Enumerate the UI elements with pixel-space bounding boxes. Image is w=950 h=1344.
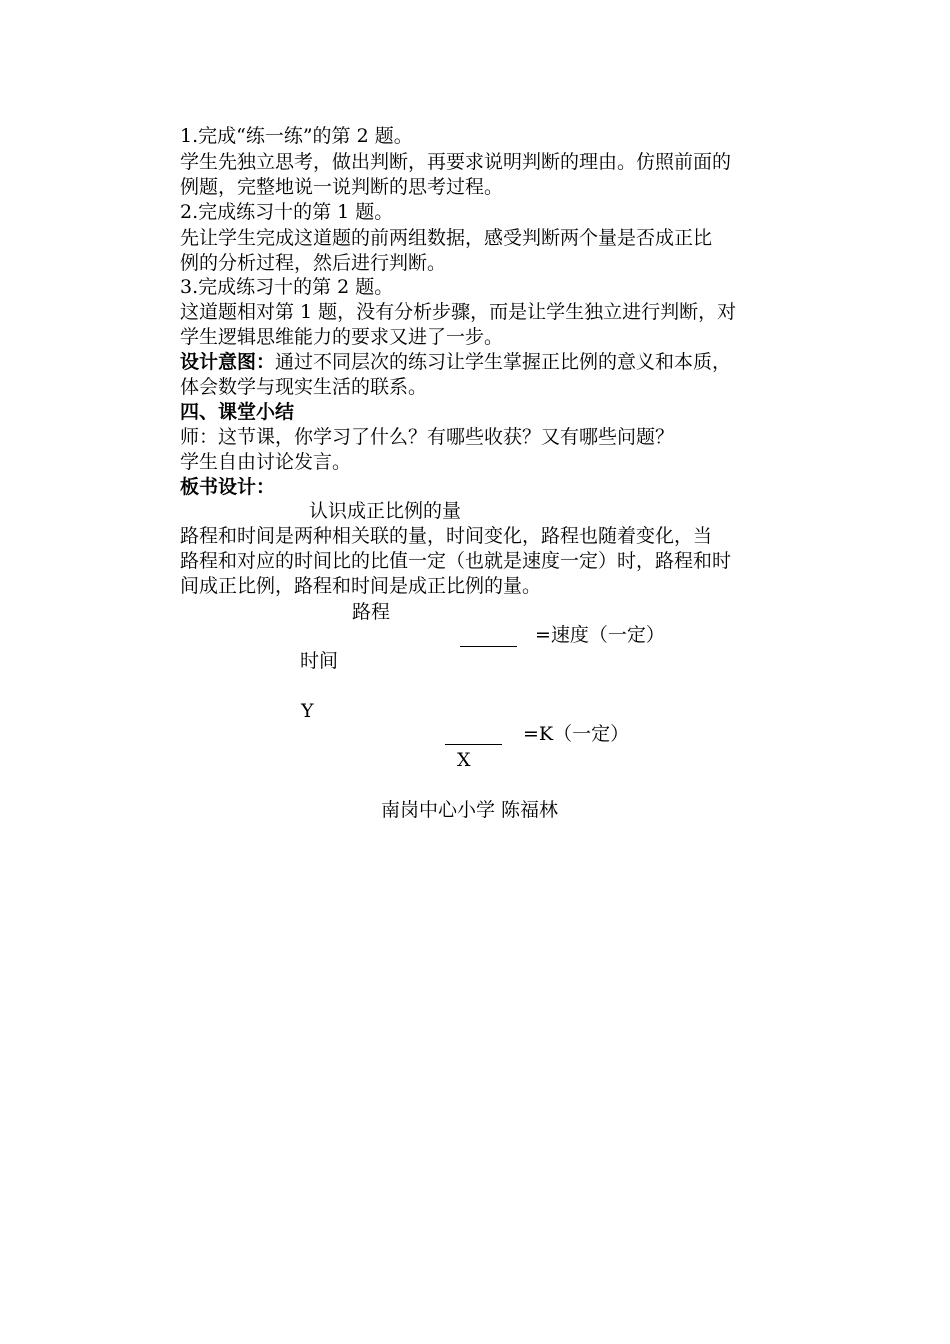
design-intent-text: 通过不同层次的练习让学生掌握正比例的意义和本质，	[275, 351, 732, 373]
body-line: 3.完成练习十的第 2 题。	[180, 276, 394, 298]
formula2-fraction-bar	[445, 744, 502, 745]
body-line: 2.完成练习十的第 1 题。	[180, 201, 394, 223]
formula2-result: =K（一定）	[523, 723, 630, 745]
formula2-denominator: X	[457, 749, 471, 771]
formula1-result: =速度（一定）	[535, 624, 665, 646]
formula1-fraction-bar	[460, 646, 517, 647]
body-line: 学生逻辑思维能力的要求又进了一步。	[180, 326, 504, 348]
body-line: 这道题相对第 1 题，没有分析步骤，而是让学生独立进行判断，对	[180, 301, 737, 323]
body-line: 先让学生完成这道题的前两组数据，感受判断两个量是否成正比	[180, 227, 713, 249]
board-paragraph-line: 间成正比例，路程和时间是成正比例的量。	[180, 575, 542, 597]
summary-line: 师：这节课，你学习了什么？有哪些收获？又有哪些问题？	[180, 426, 675, 448]
design-intent	[180, 349, 731, 375]
design-intent-continuation: 体会数学与现实生活的联系。	[180, 376, 428, 398]
summary-line: 学生自由讨论发言。	[180, 451, 352, 473]
board-paragraph-line: 路程和时间是两种相关联的量，时间变化，路程也随着变化，当	[180, 525, 713, 547]
formula2-numerator: Y	[301, 700, 314, 722]
board-title: 认识成正比例的量	[309, 500, 462, 522]
formula1-denominator: 时间	[300, 650, 339, 672]
board-paragraph-line: 路程和对应的时间比的比值一定（也就是速度一定）时，路程和时	[180, 550, 732, 572]
body-line: 例题，完整地说一说判断的思考过程。	[180, 176, 504, 198]
section-heading: 四、课堂小结	[180, 401, 295, 423]
board-design-label: 板书设计：	[180, 476, 276, 498]
design-intent-label: 设计意图：	[180, 351, 276, 373]
signature: 南岗中心小学 陈福林	[381, 799, 559, 821]
body-line: 例的分析过程，然后进行判断。	[180, 252, 447, 274]
body-line: 1.完成“练一练”的第 2 题。	[180, 125, 413, 147]
formula1-numerator: 路程	[352, 601, 391, 623]
body-line: 学生先独立思考，做出判断，再要求说明判断的理由。仿照前面的	[180, 151, 732, 173]
